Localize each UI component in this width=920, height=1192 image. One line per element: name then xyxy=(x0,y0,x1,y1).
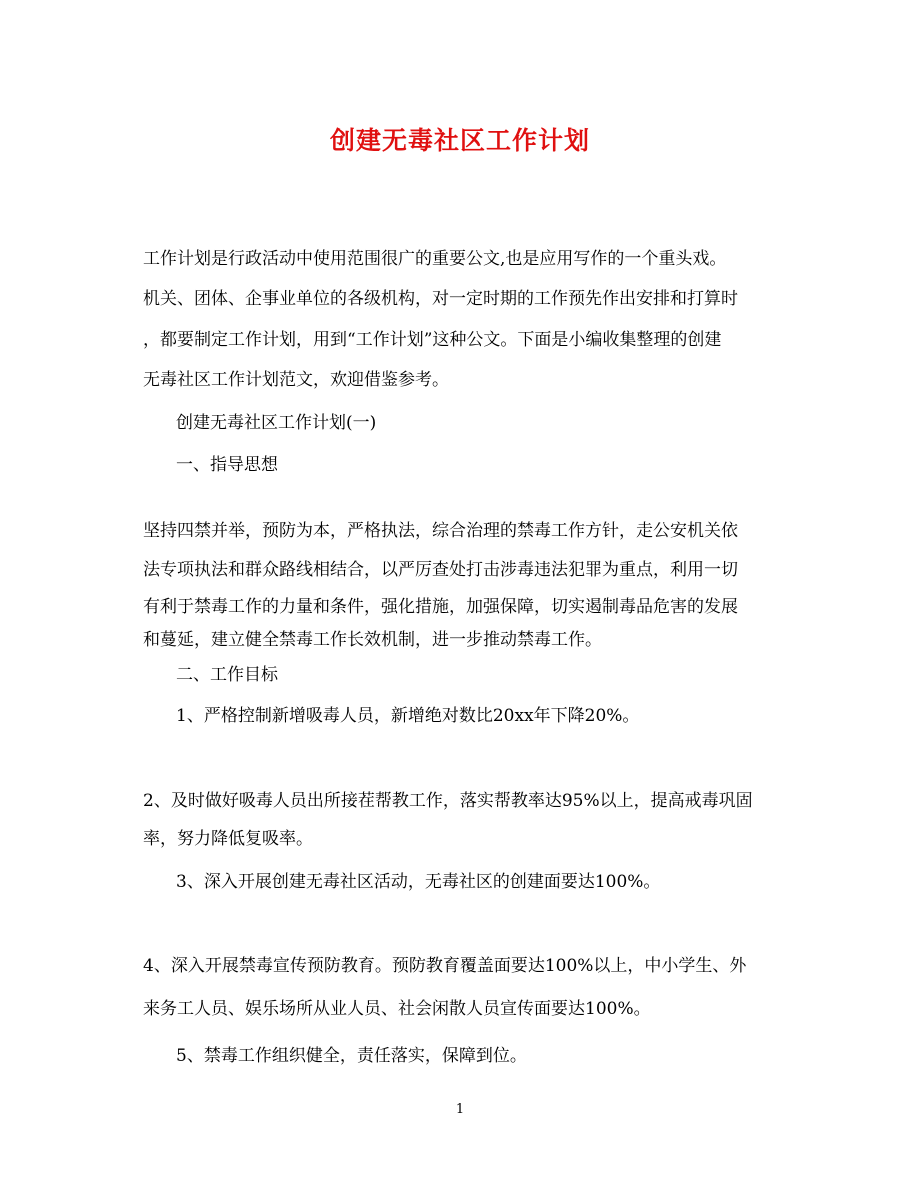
paragraph-line: 有利于禁毒工作的力量和条件，强化措施，加强保障，切实遏制毒品危害的发展 xyxy=(143,597,738,617)
intro-line: 无毒社区工作计划范文，欢迎借鉴参考。 xyxy=(143,370,449,390)
paragraph-line: 法专项执法和群众路线相结合，以严厉查处打击涉毒违法犯罪为重点，利用一切 xyxy=(143,560,738,580)
intro-line: ，都要制定工作计划，用到“工作计划”这种公文。下面是小编收集整理的创建 xyxy=(143,330,722,350)
intro-line: 工作计划是行政活动中使用范围很广的重要公文,也是应用写作的一个重头戏。 xyxy=(143,249,727,269)
intro-line: 机关、团体、企事业单位的各级机构，对一定时期的工作预先作出安排和打算时 xyxy=(143,289,738,309)
plan-subtitle: 创建无毒社区工作计划(一) xyxy=(176,413,377,433)
goal-item-2-line: 率，努力降低复吸率。 xyxy=(143,829,313,849)
goal-item-4-line: 4、深入开展禁毒宣传预防教育。预防教育覆盖面要达100%以上，中小学生、外 xyxy=(143,956,747,976)
section-heading-guiding-ideology: 一、指导思想 xyxy=(176,455,278,475)
goal-item-4-line: 来务工人员、娱乐场所从业人员、社会闲散人员宣传面要达100%。 xyxy=(143,999,651,1019)
section-heading-work-goals: 二、工作目标 xyxy=(176,665,278,685)
goal-item-1: 1、严格控制新增吸毒人员，新增绝对数比20xx年下降20%。 xyxy=(176,706,640,726)
document-title: 创建无毒社区工作计划 xyxy=(329,126,590,155)
paragraph-line: 坚持四禁并举，预防为本，严格执法，综合治理的禁毒工作方针，走公安机关依 xyxy=(143,521,738,541)
goal-item-5: 5、禁毒工作组织健全，责任落实，保障到位。 xyxy=(176,1046,527,1066)
goal-item-3: 3、深入开展创建无毒社区活动，无毒社区的创建面要达100%。 xyxy=(176,872,661,892)
goal-item-2-line: 2、及时做好吸毒人员出所接茬帮教工作，落实帮教率达95%以上，提高戒毒巩固 xyxy=(143,791,753,811)
page-number: 1 xyxy=(455,1102,465,1117)
paragraph-line: 和蔓延，建立健全禁毒工作长效机制，进一步推动禁毒工作。 xyxy=(143,630,602,650)
